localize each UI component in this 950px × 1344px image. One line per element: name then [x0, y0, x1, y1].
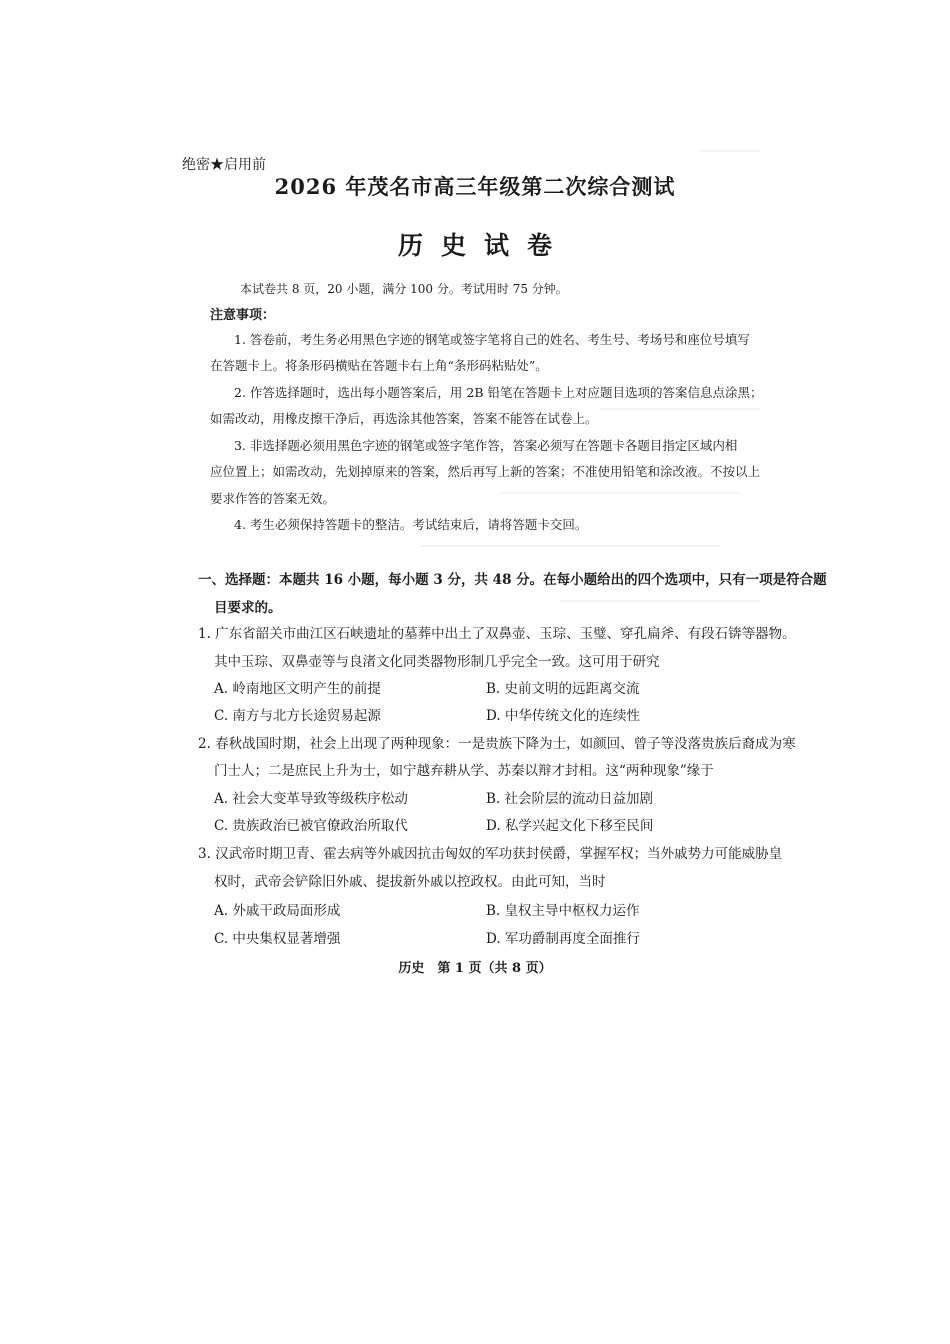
question-3-stem: 3. 汉武帝时期卫青、霍去病等外戚因抗击匈奴的军功获封侯爵，掌握军权；当外戚势力可能威胁皇: [198, 846, 783, 862]
question-3-option-b: B. 皇权主导中枢权力运作: [486, 903, 640, 919]
question-1-option-a: A. 岭南地区文明产生的前提: [214, 681, 381, 697]
notice-line: 应位置上；如需改动，先划掉原来的答案，然后再写上新的答案；不准使用铅笔和涂改液。不按以上: [210, 464, 761, 479]
exam-intro: 本试卷共 8 页，20 小题，满分 100 分。考试用时 75 分钟。: [240, 282, 568, 296]
notice-line: 4. 考生必须保持答题卡的整洁。考试结束后，请将答题卡交回。: [234, 517, 588, 532]
notice-line: 要求作答的答案无效。: [210, 491, 336, 506]
notice-line: 1. 答卷前，考生务必用黑色字迹的钢笔或签字笔将自己的姓名、考生号、考场号和座位号填写: [234, 332, 750, 347]
secret-mark: 绝密★启用前: [182, 157, 266, 173]
notice-heading: 注意事项：: [210, 308, 276, 323]
bleed-through-mark: [600, 408, 760, 410]
question-3-option-d: D. 军功爵制再度全面推行: [486, 931, 640, 947]
notice-line: 在答题卡上。将条形码横贴在答题卡右上角“条形码粘贴处”。: [210, 358, 548, 373]
bleed-through-mark: [500, 492, 740, 494]
exam-title: 2026 年茂名市高三年级第二次综合测试: [274, 174, 676, 199]
question-2-stem: 2. 春秋战国时期，社会上出现了两种现象：一是贵族下降为士，如颜回、曾子等没落贵族后裔成为寒: [198, 736, 796, 752]
question-2-option-c: C. 贵族政治已被官僚政治所取代: [214, 818, 408, 834]
section-heading-continued: 目要求的。: [214, 600, 282, 616]
bleed-through-mark: [700, 150, 760, 152]
question-3-option-a: A. 外戚干政局面形成: [214, 903, 341, 919]
subject-title: 历史试卷: [397, 231, 570, 260]
section-heading: 一、选择题：本题共 16 小题，每小题 3 分，共 48 分。在每小题给出的四个选项中，只有一项是符合题: [198, 572, 827, 588]
question-2-stem-continued: 门士人；二是庶民上升为士，如宁越弃耕从学、苏秦以辩才封相。这“两种现象”缘于: [214, 763, 714, 779]
question-1-stem: 1. 广东省韶关市曲江区石峡遗址的墓葬中出土了双鼻壶、玉琮、玉璧、穿孔扁斧、有段石锛等器物。: [198, 626, 796, 642]
question-1-option-b: B. 史前文明的远距离交流: [486, 681, 640, 697]
question-2-option-a: A. 社会大变革导致等级秩序松动: [214, 791, 408, 807]
page-footer: 历史 第 1 页（共 8 页）: [398, 961, 552, 976]
notice-line: 如需改动，用橡皮擦干净后，再选涂其他答案，答案不能答在试卷上。: [210, 411, 598, 426]
question-1-option-d: D. 中华传统文化的连续性: [486, 708, 640, 724]
notice-line: 3. 非选择题必须用黑色字迹的钢笔或签字笔作答，答案必须写在答题卡各题目指定区域内相: [234, 438, 738, 453]
bleed-through-mark: [560, 600, 760, 602]
question-1-option-c: C. 南方与北方长途贸易起源: [214, 708, 381, 724]
question-3-option-c: C. 中央集权显著增强: [214, 931, 341, 947]
question-3-stem-continued: 权时，武帝会铲除旧外戚、提拔新外戚以控政权。由此可知，当时: [214, 874, 606, 890]
question-2-option-b: B. 社会阶层的流动日益加剧: [486, 791, 654, 807]
notice-line: 2. 作答选择题时，选出每小题答案后，用 2B 铅笔在答题卡上对应题目选项的答案信息点涂黑；: [234, 385, 763, 400]
bleed-through-mark: [420, 545, 720, 547]
question-2-option-d: D. 私学兴起文化下移至民间: [486, 818, 654, 834]
question-1-stem-continued: 其中玉琮、双鼻壶等与良渚文化同类器物形制几乎完全一致。这可用于研究: [214, 654, 660, 670]
